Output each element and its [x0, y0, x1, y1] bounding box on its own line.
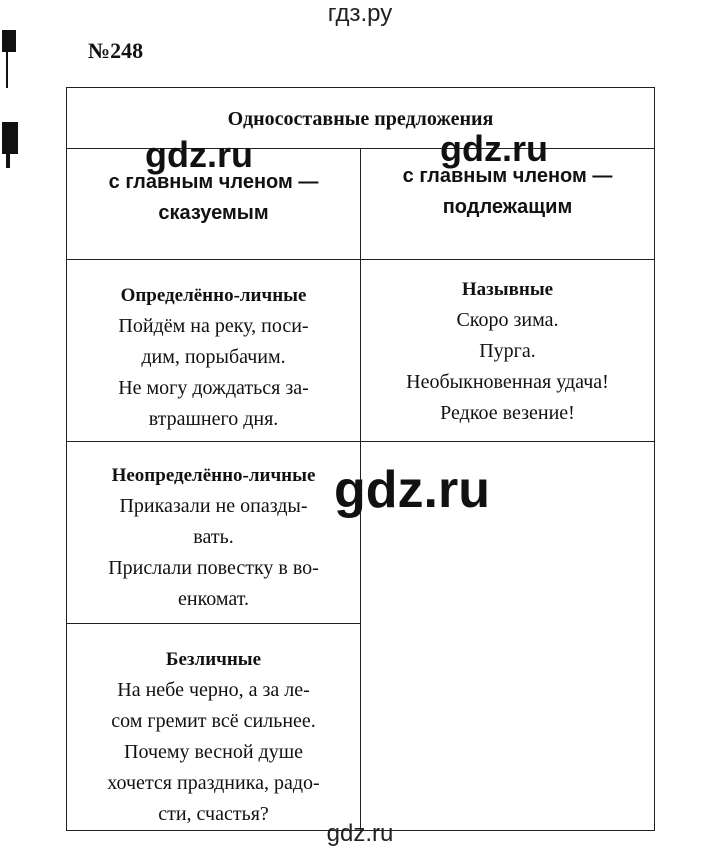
watermark-center: gdz.ru: [334, 461, 490, 519]
example-line: Редкое везение!: [440, 402, 575, 424]
example-line: Пурга.: [479, 340, 536, 362]
sentence-types-table: [66, 87, 655, 831]
scan-mark-middle: [2, 122, 18, 154]
site-header: гдз.ру: [327, 0, 393, 27]
definite-personal-cell: [67, 260, 361, 442]
task-number: №248: [88, 38, 144, 63]
example-line: Необыкновенная удача!: [406, 371, 609, 393]
example-line: сом гремит всё сильнее.: [111, 710, 316, 732]
left-header-line-2: сказуемым: [158, 202, 269, 224]
table-title: Односоставные предложения: [67, 88, 655, 149]
watermark-left: gdz.ru: [145, 134, 253, 175]
example-line: хочется праздника, радо-: [107, 772, 320, 794]
nominative-title: Назывные: [461, 279, 554, 300]
example-line: На небе черно, а за ле-: [117, 679, 310, 701]
scan-mark-line: [6, 52, 8, 88]
example-line: Не могу дождаться за-: [118, 377, 309, 399]
indefinite-personal-cell: [67, 442, 361, 624]
site-footer: gdz.ru: [326, 820, 394, 847]
example-line: втрашнего дня.: [148, 408, 279, 430]
example-line: енкомат.: [177, 588, 249, 610]
impersonal-cell: [67, 624, 361, 831]
definite-personal-title: Определённо-личные: [120, 285, 307, 306]
scan-mark-bottom: [6, 154, 10, 168]
right-header-line-1: с главным членом —: [402, 165, 613, 187]
right-header-line-2: подлежащим: [442, 196, 573, 218]
example-line: сти, счастья?: [158, 803, 269, 825]
example-line: вать.: [193, 526, 234, 548]
example-line: дим, порыбачим.: [141, 346, 286, 368]
example-line: Прислали повестку в во-: [108, 557, 319, 579]
watermark-right: gdz.ru: [440, 128, 548, 169]
example-line: Скоро зима.: [456, 309, 559, 331]
example-line: Почему весной душе: [124, 741, 303, 763]
scan-mark-top: [2, 30, 16, 52]
indefinite-personal-title: Неопределённо-личные: [111, 465, 316, 486]
nominative-cell: [361, 260, 655, 442]
example-line: Пойдём на реку, поси-: [118, 315, 309, 337]
example-line: Приказали не опазды-: [119, 495, 308, 517]
left-header-line-1: с главным членом —: [108, 171, 319, 193]
impersonal-title: Безличные: [165, 649, 262, 670]
